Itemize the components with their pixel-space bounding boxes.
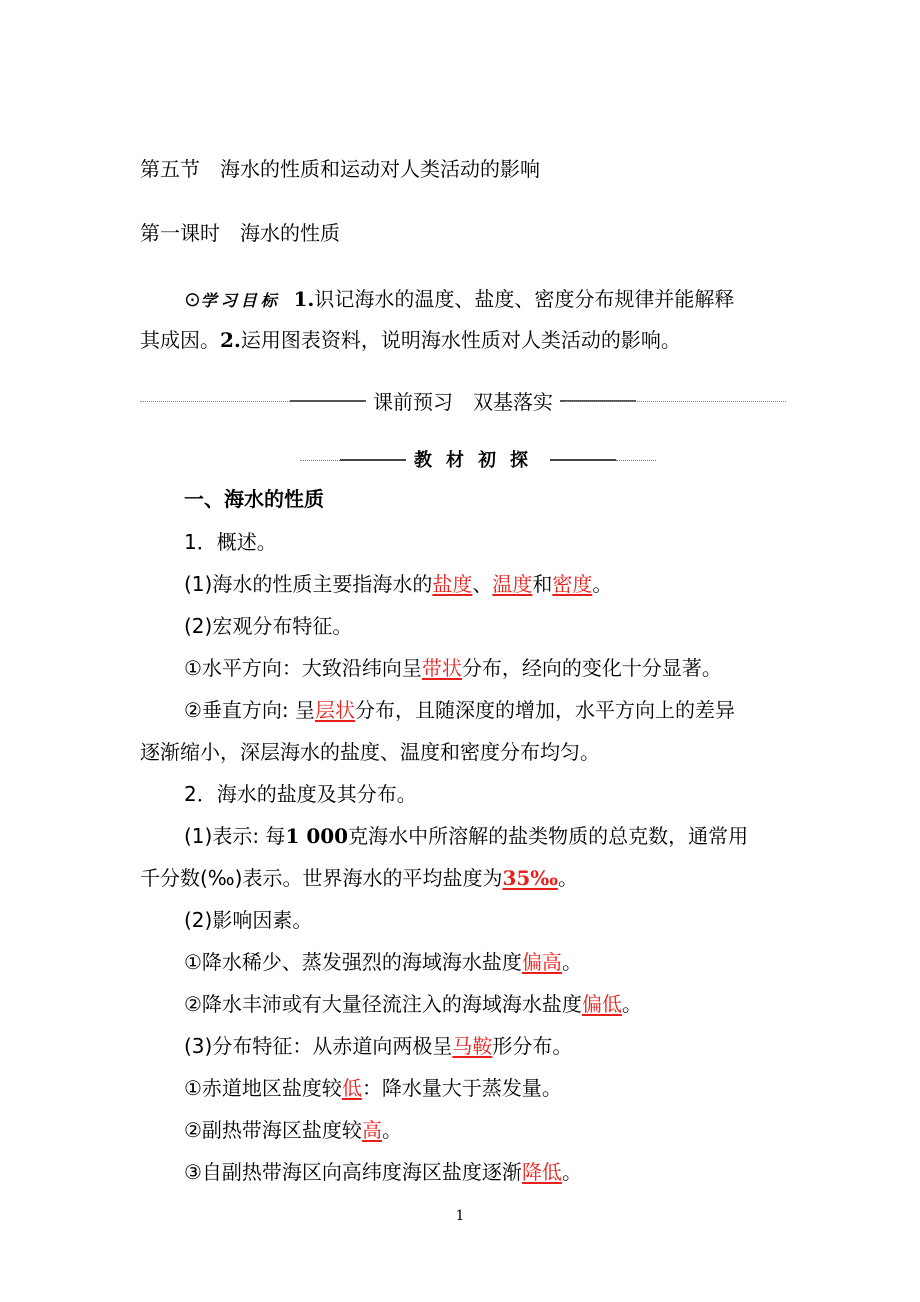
divider-label: 课前预习 双基落实 xyxy=(373,390,553,414)
paragraph-factor-2: ②降水丰沛或有大量径流注入的海域海水盐度偏低。 xyxy=(184,992,642,1016)
learning-goals-line-2 xyxy=(140,328,681,352)
salinity-gram-number: 1 000 xyxy=(285,824,349,848)
learning-goals-label: 学习目标 xyxy=(200,291,281,310)
goal-text-1: 识记海水的温度、盐度、密度分布规律并能解释 xyxy=(314,287,735,311)
answer-35-permille: 35‰ xyxy=(502,866,558,890)
answer-high: 高 xyxy=(361,1118,382,1142)
answer-temperature: 温度 xyxy=(492,572,533,596)
paragraph-salinity-definition: (1)表示: 每1 000克海水中所溶解的盐类物质的总克数，通常用 xyxy=(184,824,749,848)
item-salinity-distribution: 2．海水的盐度及其分布。 xyxy=(184,782,417,806)
paragraph-vertical-cont: 逐渐缩小，深层海水的盐度、温度和密度分布均匀。 xyxy=(140,740,600,764)
lesson-title: 第一课时 海水的性质 xyxy=(140,221,340,245)
answer-density: 密度 xyxy=(552,572,593,596)
page-number: 1 xyxy=(455,1208,465,1224)
answer-layered: 层状 xyxy=(315,698,356,722)
goal-text-1-end: 其成因。 xyxy=(140,328,220,352)
answer-saddle: 马鞍 xyxy=(452,1034,493,1058)
goal-number-2: 2. xyxy=(220,328,241,352)
answer-higher: 偏高 xyxy=(521,950,562,974)
item-overview: 1．概述。 xyxy=(184,530,277,554)
goal-number-1: 1. xyxy=(293,287,315,311)
answer-decrease: 降低 xyxy=(521,1160,562,1184)
goal-text-2: 运用图表资料，说明海水性质对人类活动的影响。 xyxy=(240,328,681,352)
learning-goals-line-1 xyxy=(184,287,734,313)
section-divider-textbook xyxy=(300,448,656,474)
paragraph-vertical: ②垂直方向: 呈层状分布，且随深度的增加，水平方向上的差异 xyxy=(184,698,736,722)
paragraph-properties: (1)海水的性质主要指海水的盐度、温度和密度。 xyxy=(184,572,613,596)
target-icon: ⊙ xyxy=(184,287,201,311)
paragraph-salinity-average: 千分数(‰)表示。世界海水的平均盐度为35‰。 xyxy=(140,866,578,890)
divider2-label: 教材初探 xyxy=(414,450,542,471)
paragraph-high-latitude: ③自副热带海区向高纬度海区盐度逐渐降低。 xyxy=(184,1160,582,1184)
answer-low: 低 xyxy=(341,1076,362,1100)
heading-seawater-properties: 一、海水的性质 xyxy=(184,487,324,511)
section-title: 第五节 海水的性质和运动对人类活动的影响 xyxy=(140,157,540,181)
paragraph-factor-1: ①降水稀少、蒸发强烈的海域海水盐度偏高。 xyxy=(184,950,582,974)
paragraph-horizontal: ①水平方向：大致沿纬向呈带状分布，经向的变化十分显著。 xyxy=(184,656,722,680)
paragraph-distribution-pattern: (3)分布特征：从赤道向两极呈马鞍形分布。 xyxy=(184,1034,573,1058)
paragraph-factors: (2)影响因素。 xyxy=(184,908,313,932)
paragraph-subtropics: ②副热带海区盐度较高。 xyxy=(184,1118,402,1142)
answer-banded: 带状 xyxy=(421,656,462,680)
answer-lower: 偏低 xyxy=(581,992,622,1016)
paragraph-macro-distribution: (2)宏观分布特征。 xyxy=(184,614,353,638)
section-divider-preview xyxy=(140,389,786,415)
answer-salinity: 盐度 xyxy=(432,572,473,596)
paragraph-equator: ①赤道地区盐度较低：降水量大于蒸发量。 xyxy=(184,1076,562,1100)
